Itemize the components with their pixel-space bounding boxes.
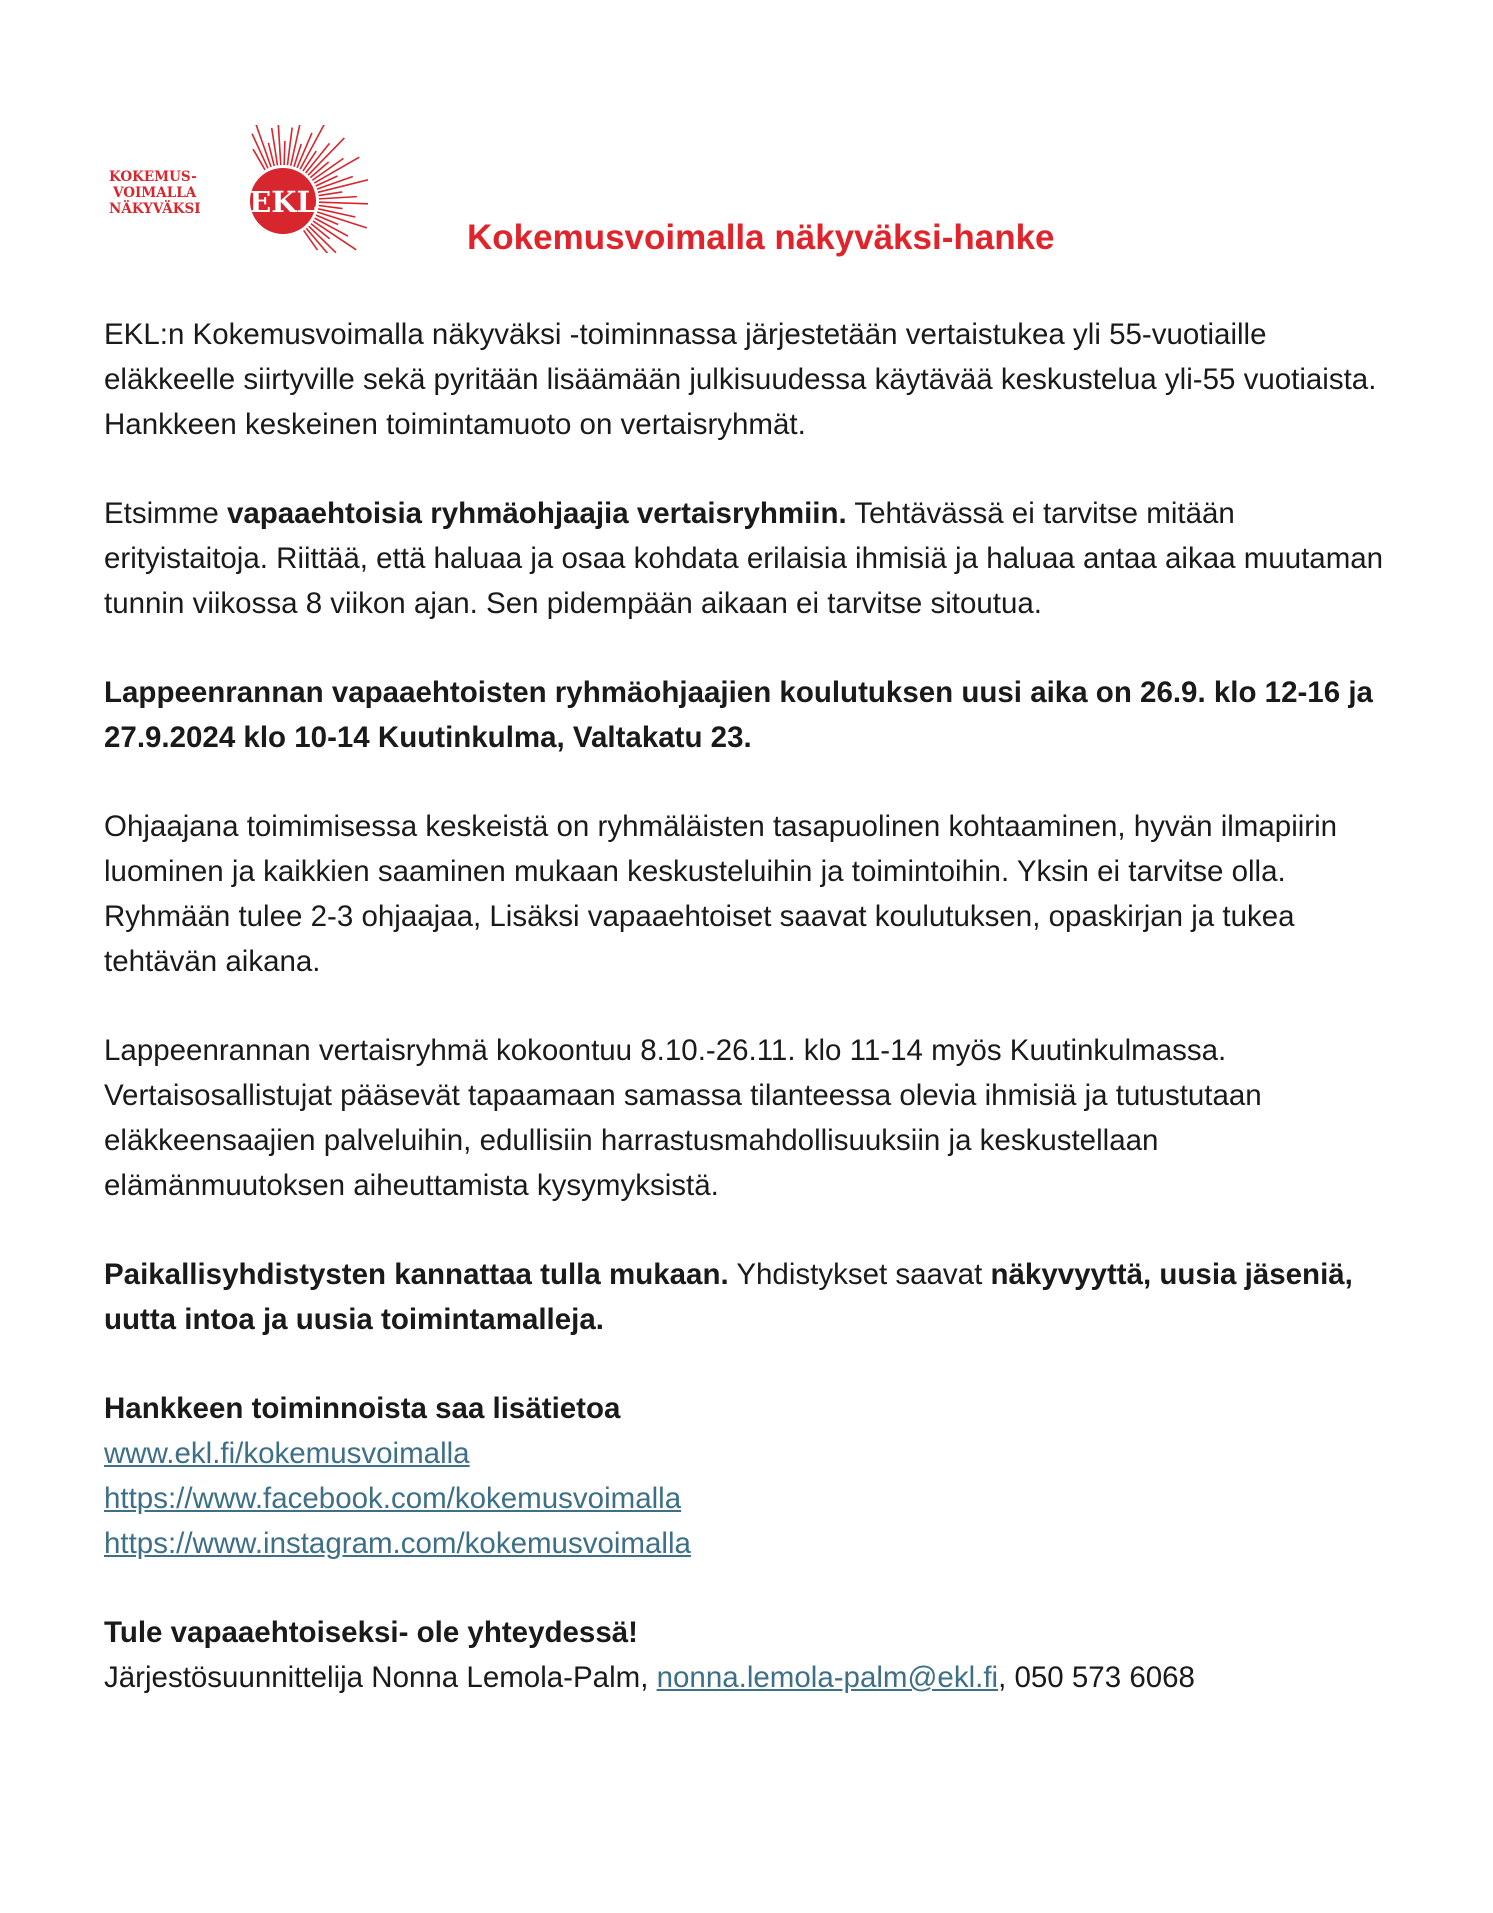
associations-bold2: näkyvyyttä, uusia jäseniä, uutta intoa ja uusia toimintamalleja.	[104, 1258, 1353, 1336]
page-title: Kokemusvoimalla näkyväksi-hanke	[467, 218, 1055, 257]
contact-section	[104, 1610, 1404, 1700]
group-paragraph: Lappeenrannan vertaisryhmä kokoontuu 8.10.-26.11. klo 11-14 myös Kuutinkulmassa. Vertaisosallistujat pääsevät tapaamaan samassa tilanteessa olevia ihmisiä ja tutustutaan eläkkeensaajien palveluihin, edullisiin harrastusmahdollisuuksiin ja keskustellaan elämänmuutoksen aiheuttamista kysymyksistä.	[104, 1034, 1262, 1202]
instructor-paragraph: Ohjaajana toimimisessa keskeistä on ryhmäläisten tasapuolinen kohtaaminen, hyvän ilmapiirin luominen ja kaikkien saaminen mukaan keskusteluihin ja toimintoihin. Yksin ei tarvitse olla. Ryhmään tulee 2-3 ohjaajaa, Lisäksi vapaaehtoiset saavat koulutuksen, opaskirjan ja tukea tehtävän aikana.	[104, 810, 1338, 978]
training-text: Lappeenrannan vapaaehtoisten ryhmäohjaajien koulutuksen uusi aika on 26.9. klo 12-16 ja 27.9.2024 klo 10-14 Kuutinkulma, Valtakatu 23.	[104, 676, 1373, 754]
contact-email-link[interactable]: nonna.lemola-palm@ekl.fi	[656, 1661, 999, 1694]
link-instagram[interactable]: https://www.instagram.com/kokemusvoimalla	[104, 1527, 691, 1560]
more-info-section	[104, 1386, 1404, 1566]
intro-paragraph: EKL:n Kokemusvoimalla näkyväksi -toiminnassa järjestetään vertaistukea yli 55-vuotiaille eläkkeelle siirtyville sekä pyritään lisäämään julkisuudessa käytävää keskustelua yli-55 vuotiaista. Hankkeen keskeinen toimintamuoto on vertaisryhmät.	[104, 318, 1377, 441]
volunteers-rest: Tehtävässä ei tarvitse mitään erityistaitoja. Riittää, että haluaa ja osaa kohdata erilaisia ihmisiä ja haluaa antaa aikaa muutaman tunnin viikossa 8 viikon ajan. Sen pidempään aikaan ei tarvitse sitoutua.	[104, 497, 1384, 620]
document-body	[104, 312, 1404, 1744]
logo-line2: VOIMALLA	[113, 185, 197, 201]
ekl-logo	[103, 125, 368, 253]
volunteers-lead: Etsimme	[104, 497, 227, 530]
volunteers-bold: vapaaehtoisia ryhmäohjaajia vertaisryhmiin.	[226, 497, 847, 530]
logo-line3: NÄKYVÄKSI	[109, 201, 201, 217]
associations-bold1: Paikallisyhdistysten kannattaa tulla mukaan.	[104, 1258, 729, 1291]
associations-mid: Yhdistykset saavat	[728, 1258, 991, 1291]
logo-line1: KOKEMUS-	[109, 169, 197, 185]
more-info-heading: Hankkeen toiminnoista saa lisätietoa	[104, 1392, 621, 1425]
contact-person: Järjestösuunnittelija Nonna Lemola-Palm,	[104, 1661, 657, 1694]
volunteers-paragraph	[104, 491, 1404, 626]
training-paragraph	[104, 670, 1404, 760]
contact-heading: Tule vapaaehtoiseksi- ole yhteydessä!	[104, 1616, 638, 1649]
link-ekl[interactable]: www.ekl.fi/kokemusvoimalla	[104, 1437, 470, 1470]
associations-paragraph	[104, 1252, 1404, 1342]
contact-phone: , 050 573 6068	[998, 1661, 1195, 1694]
link-facebook[interactable]: https://www.facebook.com/kokemusvoimalla	[104, 1482, 682, 1515]
logo-badge: EKL	[249, 185, 317, 219]
